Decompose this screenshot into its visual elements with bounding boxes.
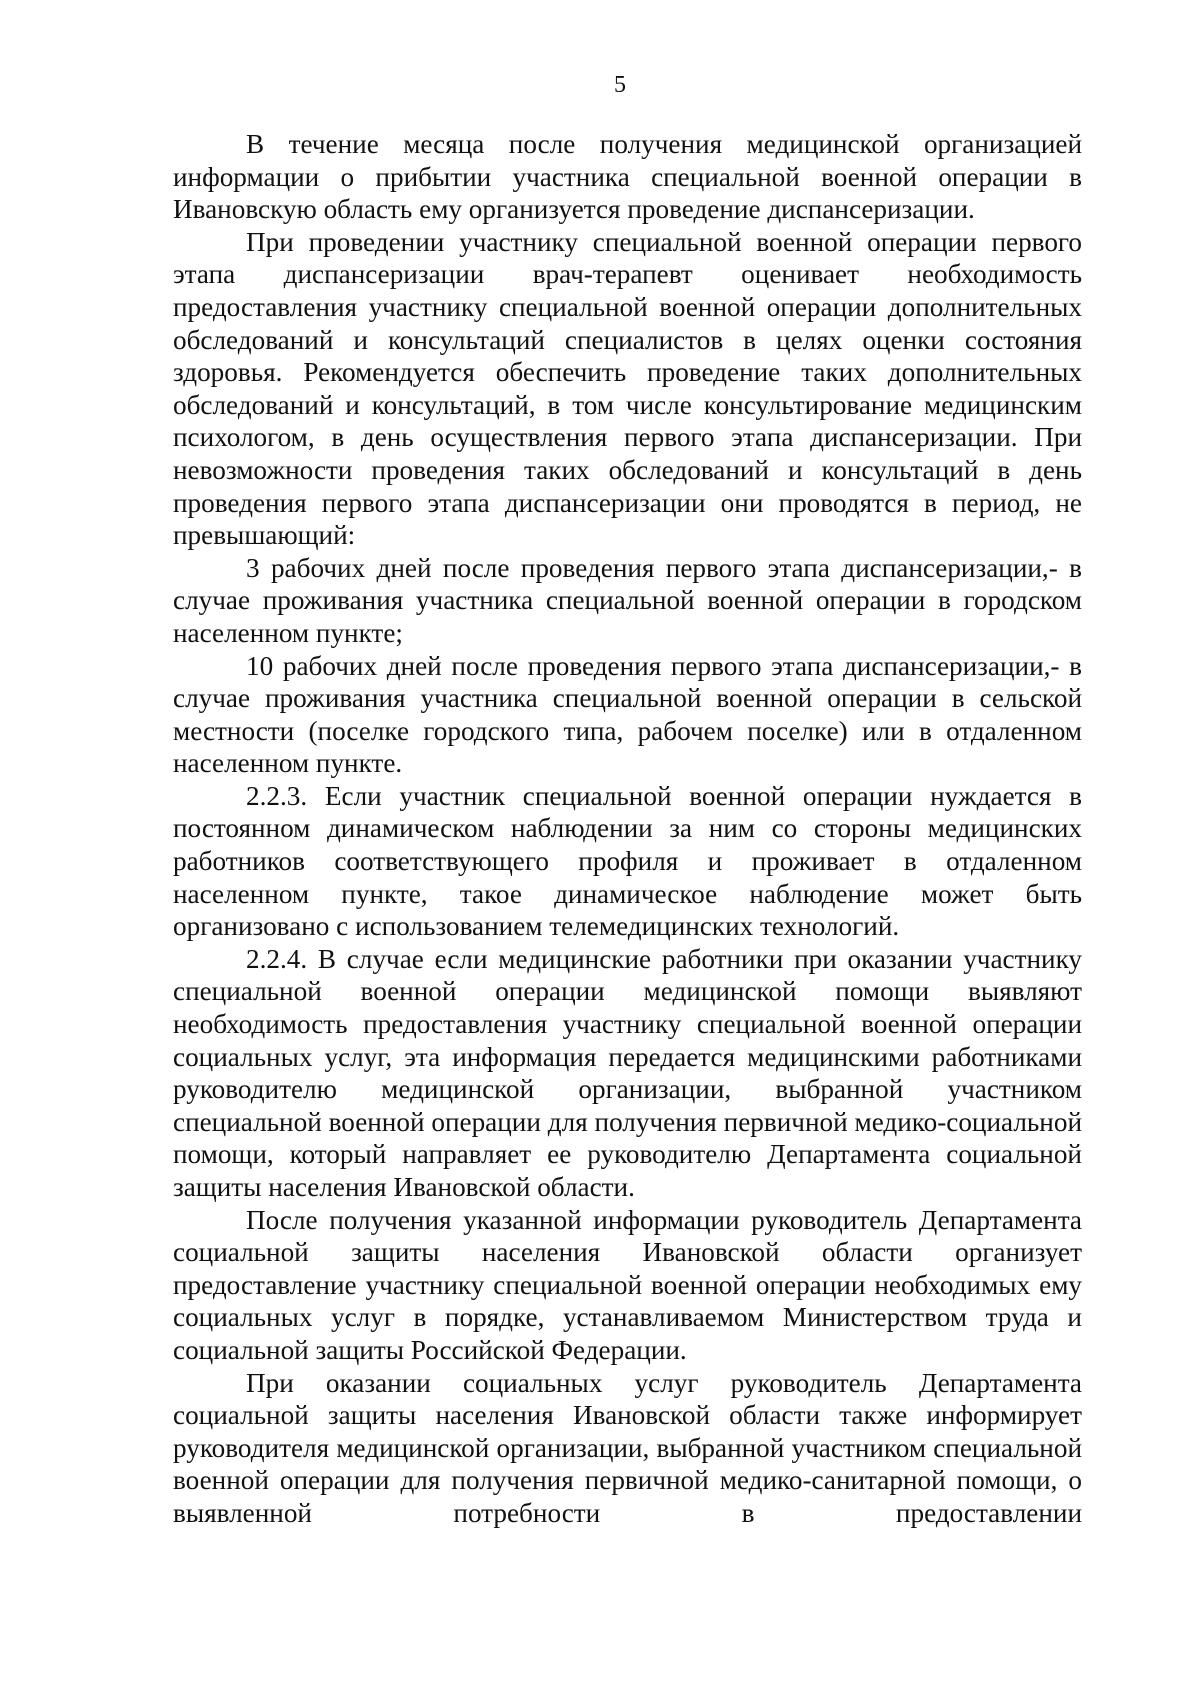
paragraph-dispensary-timing: В течение месяца после получения медицинской организацией информации о прибытии участника специальной военной операции в Ивановскую область ему организуется проведение диспансеризации. [173, 129, 1082, 225]
paragraph-2-2-3: 2.2.3. Если участник специальной военной операции нуждается в постоянном динамическом наблюдении за ним со стороны медицинских работников соответствующего профиля и проживает в отдаленном населенном пункте, такое динамическое наблюдение может быть организовано с использованием телемедицинских технологий. [173, 780, 1082, 942]
paragraph-rural-term: 10 рабочих дней после проведения первого этапа диспансеризации,- в случае проживания участника специальной военной операции в сельской местности (поселке городского типа, рабочем поселке) или в отдаленном населенном пункте. [173, 650, 1082, 779]
paragraph-informing: При оказании социальных услуг руководитель Департамента социальной защиты населения Ивановской области также информирует руководителя медицинской организации, выбранной участником специальной военной операции для получения первичной медико-санитарной помощи, о выявленной потребности в предоставлении [173, 1367, 1082, 1528]
paragraph-urban-term: 3 рабочих дней после проведения первого этапа диспансеризации,- в случае проживания участника специальной военной операции в городском населенном пункте; [173, 552, 1082, 648]
paragraph-social-services: После получения указанной информации руководитель Департамента социальной защиты населения Ивановской области организует предоставление участнику специальной военной операции необходимых ему социальных услуг в порядке, устанавливаемом Министерством труда и социальной защиты Российской Федерации. [173, 1204, 1082, 1365]
page-number: 5 [614, 72, 626, 98]
paragraph-2-2-4: 2.2.4. В случае если медицинские работники при оказании участнику специальной военной операции медицинской помощи выявляют необходимость предоставления участнику специальной военной операции социальных услуг, эта информация передается медицинскими работниками руководителю медицинской организации, выбранной участником специальной военной операции для получения первичной медико-социальной помощи, который направляет ее руководителю Департамента социальной защиты населения Ивановской области. [173, 943, 1082, 1202]
paragraph-first-stage: При проведении участнику специальной военной операции первого этапа диспансеризации врач-терапевт оценивает необходимость предоставления участнику специальной военной операции дополнительных обследований и консультаций специалистов в целях оценки состояния здоровья. Рекомендуется обеспечить проведение таких дополнительных обследований и консультаций, в том числе консультирование медицинским психологом, в день осуществления первого этапа диспансеризации. При невозможности проведения таких обследований и консультаций в день проведения первого этапа диспансеризации они проводятся в период, не превышающий: [173, 226, 1082, 551]
document-body [173, 128, 1082, 1530]
